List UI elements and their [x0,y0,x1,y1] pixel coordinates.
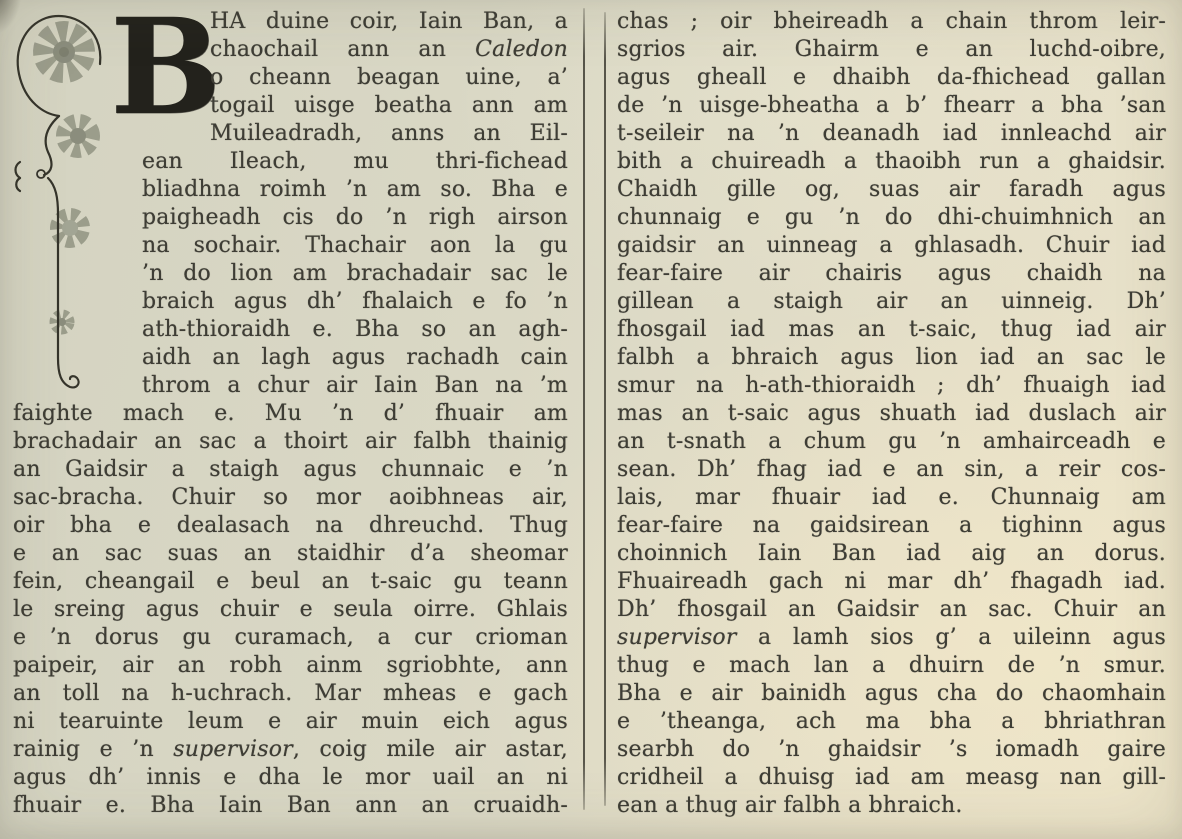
text-line: searbh do ’n ghaidsir ’s iomadh gaire [617,737,1166,762]
right-text-column [617,8,1166,820]
text-line: o cheann beagan uine, a’ [210,65,568,90]
text-line: oir bha e dealasach na dhreuchd. Thug [13,513,568,538]
text-line: thug e mach lan a dhuirn de ’n smur. [617,653,1166,678]
column-divider-rule-right [604,12,606,806]
text-line: chas ; oir bheireadh a chain throm leir- [617,9,1166,34]
text-line: an Gaidsir a staigh agus chunnaic e ’n [13,457,568,482]
text-line: ath-thioraidh e. Bha so an agh- [142,317,568,342]
text-line: sgrios air. Ghairm e an luchd-oibre, [617,37,1166,62]
text-line: fhosgail iad mas an t-saic, thug iad air [617,317,1166,342]
text-line: ean a thug air falbh a bhraich. [617,793,963,818]
text-line: Dh’ fhosgail an Gaidsir an sac. Chuir an [617,597,1166,622]
left-text-column [13,8,568,820]
text-line: fhuair e. Bha Iain Ban ann an cruaidh- [13,793,568,818]
text-line: t-seileir na ’n deanadh iad innleachd air [617,121,1166,146]
text-line: bith a chuireadh a thaoibh run a ghaidsir. [617,149,1166,174]
text-line: bliadhna roimh ’n am so. Bha e [142,177,568,202]
text-line: choinnich Iain Ban iad aig an dorus. [617,541,1166,566]
text-line: na sochair. Thachair aon la gu [142,233,568,258]
text-line: HA duine coir, Iain Ban, a [210,9,568,34]
text-line: paigheadh cis do ’n righ airson [142,205,568,230]
text-line: togail uisge beatha ann am [210,93,568,118]
text-line: cridheil a dhuisg iad am measg nan gill- [617,765,1166,790]
text-line: an toll na h-uchrach. Mar mheas e gach [13,681,568,706]
text-line: le sreing agus chuir e seula oirre. Ghlais [13,597,568,622]
text-line: sean. Dh’ fhag iad e an sin, a reir cos- [617,457,1166,482]
text-line: agus dh’ innis e dha le mor uail an ni [13,765,568,790]
text-line: sac-bracha. Chuir so mor aoibhneas air, [13,485,568,510]
text-line: chaochail ann an Caledon [210,37,568,62]
text-line: lais, mar fhuair iad e. Chunnaig am [617,485,1166,510]
text-line: Fhuaireadh gach ni mar dh’ fhagadh iad. [617,569,1166,594]
text-line: Bha e air bainidh agus cha do chaomhain [617,681,1166,706]
text-line: braich agus dh’ fhalaich e fo ’n [142,289,568,314]
text-line: ni tearuinte leum e air muin eich agus [13,709,568,734]
text-line: ’n do lion am brachadair sac le [142,261,568,286]
text-line: gillean a staigh air an uinneig. Dh’ [617,289,1166,314]
text-line: fear-faire na gaidsirean a tighinn agus [617,513,1166,538]
text-line: de ’n uisge-bheatha a b’ fhearr a bha ’san [617,93,1166,118]
text-line: fear-faire air chairis agus chaidh na [617,261,1166,286]
text-line: fein, cheangail e beul an t-saic gu teann [13,569,568,594]
text-line: e an sac suas an staidhir d’a sheomar [13,541,568,566]
text-line: an t-snath a chum gu ’n amhairceadh e [617,429,1166,454]
text-line: agus gheall e dhaibh da-fhichead gallan [617,65,1166,90]
column-divider-rule-left [583,8,585,810]
text-line: e ’theanga, ach ma bha a bhriathran [617,709,1166,734]
text-line: brachadair an sac a thoirt air falbh thainig [13,429,568,454]
text-line: rainig e ’n supervisor, coig mile air astar, [13,737,568,762]
text-line: throm a chur air Iain Ban na ’m [142,373,568,398]
text-line: ean Ileach, mu thri-fichead [142,149,568,174]
text-line: chunnaig e gu ’n do dhi-chuimhnich an [617,205,1166,230]
text-line: e ’n dorus gu curamach, a cur crioman [13,625,568,650]
text-line: Muileadradh, anns an Eil- [210,121,568,146]
text-line: aidh an lagh agus rachadh cain [142,345,568,370]
text-line: paipeir, air an robh ainm sgriobhte, ann [13,653,568,678]
text-line: smur na h-ath-thioraidh ; dh’ fhuaigh iad [617,373,1166,398]
text-line: gaidsir an uinneag a ghlasadh. Chuir iad [617,233,1166,258]
text-line: Chaidh gille og, suas air faradh agus [617,177,1166,202]
drop-cap-initial: B [110,0,222,145]
text-line: falbh a bhraich agus lion iad an sac le [617,345,1166,370]
text-line: supervisor a lamh sios g’ a uileinn agus [617,625,1166,650]
text-line: faighte mach e. Mu ’n d’ fhuair am [13,401,568,426]
text-line: mas an t-saic agus shuath iad duslach air [617,401,1166,426]
